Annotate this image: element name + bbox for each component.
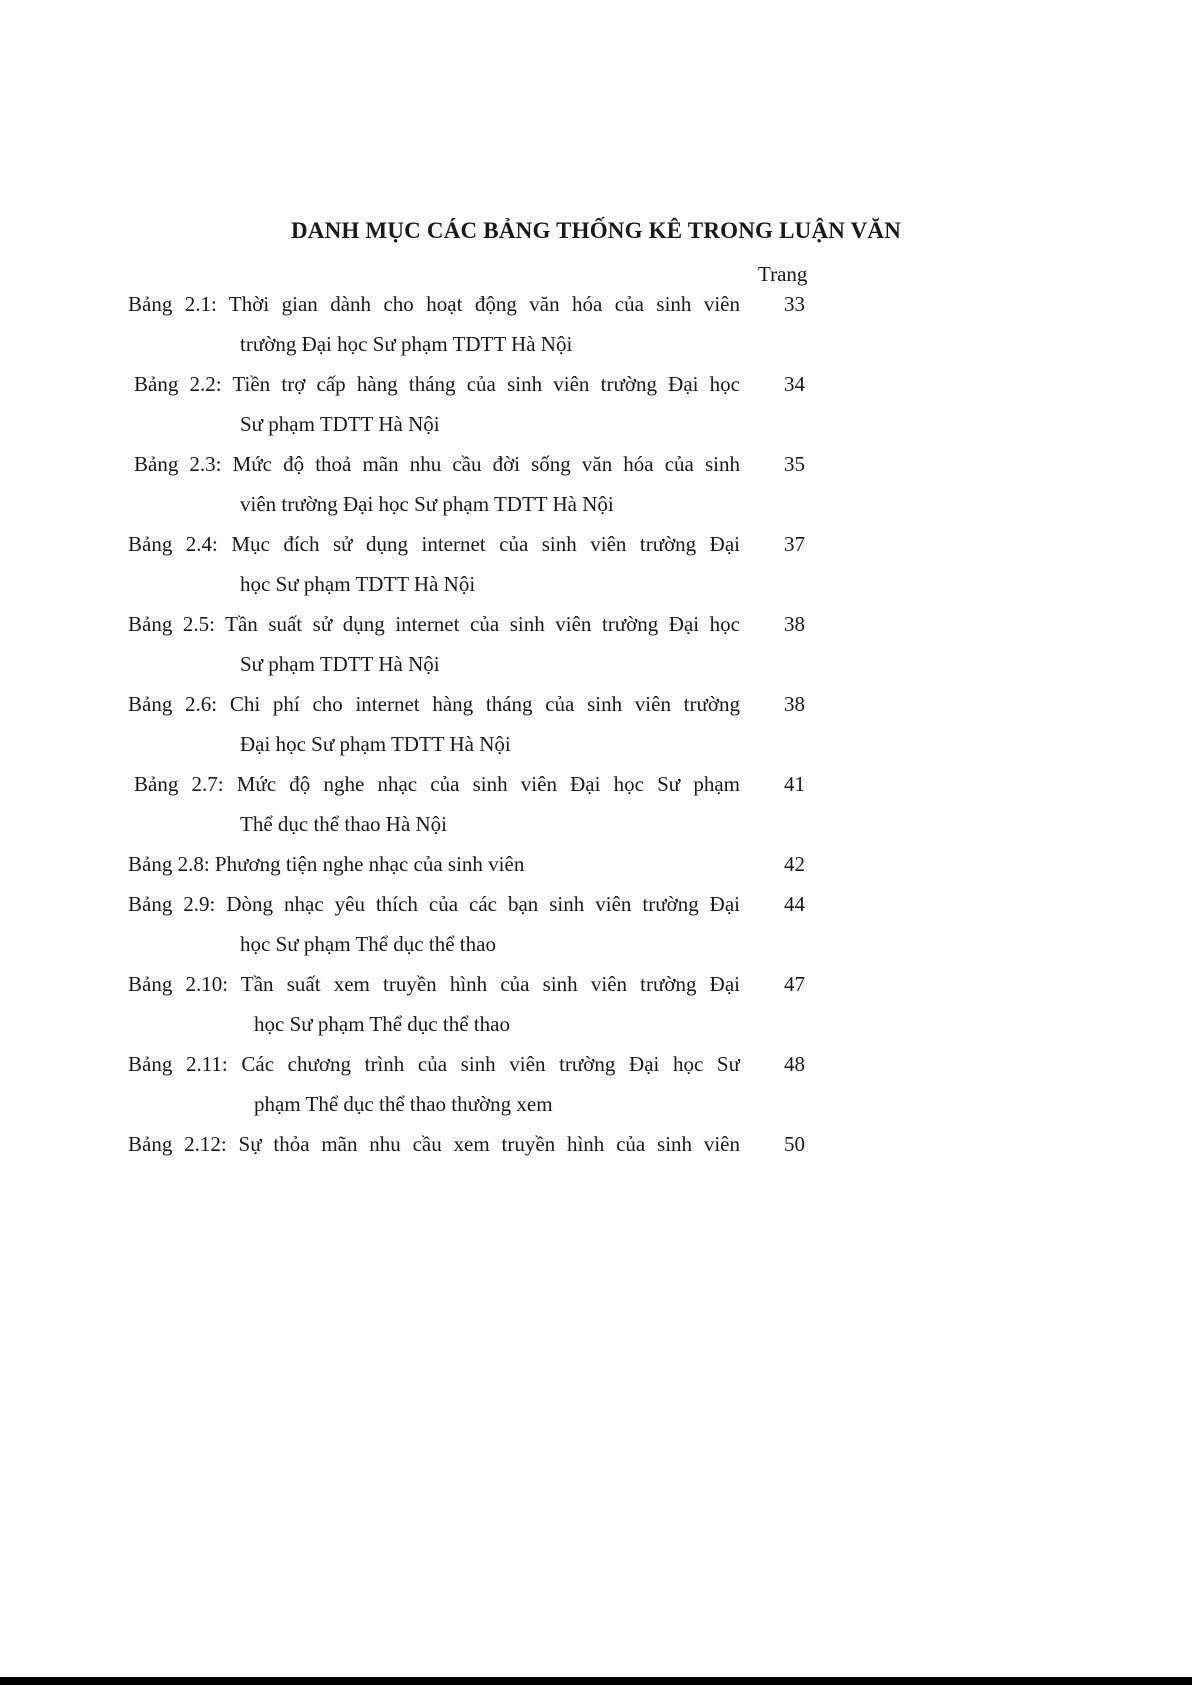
toc-entry <box>0 890 1192 970</box>
entry-page-number: 33 <box>784 292 805 316</box>
entry-caption-line2: Sư phạm TDTT Hà Nội <box>240 652 440 676</box>
entry-page-number: 50 <box>784 1132 805 1156</box>
entry-caption-line1: Bảng 2.9: Dòng nhạc yêu thích của các bạn sinh viên trường Đại <box>128 892 740 916</box>
entry-caption-line2: học Sư phạm Thể dục thể thao <box>254 1012 510 1036</box>
entry-page-number: 41 <box>784 772 805 796</box>
entry-caption-line2: học Sư phạm Thể dục thể thao <box>240 932 496 956</box>
entry-caption-line1: Bảng 2.12: Sự thỏa mãn nhu cầu xem truyền hình của sinh viên <box>128 1132 740 1156</box>
entry-caption-line1: Bảng 2.8: Phương tiện nghe nhạc của sinh viên <box>128 852 525 876</box>
toc-entry <box>0 530 1192 610</box>
toc-entry <box>0 290 1192 370</box>
entry-caption-line2: học Sư phạm TDTT Hà Nội <box>240 572 476 596</box>
toc-entry <box>0 450 1192 530</box>
entry-caption-line2: Đại học Sư phạm TDTT Hà Nội <box>240 732 511 756</box>
entry-caption-line2: viên trường Đại học Sư phạm TDTT Hà Nội <box>240 492 614 516</box>
toc-entry <box>0 1050 1192 1130</box>
entry-page-number: 42 <box>784 852 805 876</box>
entry-caption-line2: Sư phạm TDTT Hà Nội <box>240 412 440 436</box>
entry-page-number: 35 <box>784 452 805 476</box>
toc-entry <box>0 770 1192 850</box>
entry-page-number: 38 <box>784 612 805 636</box>
toc-entry <box>0 970 1192 1050</box>
entry-caption-line1: Bảng 2.10: Tần suất xem truyền hình của sinh viên trường Đại <box>128 972 740 996</box>
entry-page-number: 37 <box>784 532 805 556</box>
entry-caption-line1: Bảng 2.7: Mức độ nghe nhạc của sinh viên Đại học Sư phạm <box>134 772 740 796</box>
entry-page-number: 48 <box>784 1052 805 1076</box>
toc-entry <box>0 370 1192 450</box>
page-column-label: Trang <box>758 262 808 286</box>
toc-entry <box>0 850 1192 890</box>
entry-caption-line1: Bảng 2.2: Tiền trợ cấp hàng tháng của sinh viên trường Đại học <box>134 372 740 396</box>
toc-entry <box>0 690 1192 770</box>
entry-caption-line1: Bảng 2.5: Tần suất sử dụng internet của sinh viên trường Đại học <box>128 612 740 636</box>
entry-caption-line1: Bảng 2.6: Chi phí cho internet hàng tháng của sinh viên trường <box>128 692 740 716</box>
entry-caption-line2: Thể dục thể thao Hà Nội <box>240 812 448 836</box>
toc-entry <box>0 1130 1192 1170</box>
entry-caption-line2: trường Đại học Sư phạm TDTT Hà Nội <box>240 332 573 356</box>
entry-page-number: 38 <box>784 692 805 716</box>
entry-page-number: 34 <box>784 372 805 396</box>
entry-caption-line2: phạm Thể dục thể thao thường xem <box>254 1092 553 1116</box>
entry-caption-line1: Bảng 2.11: Các chương trình của sinh viên trường Đại học Sư <box>128 1052 740 1076</box>
entry-page-number: 47 <box>784 972 805 996</box>
page-bottom-edge <box>0 1677 1192 1685</box>
entry-caption-line1: Bảng 2.1: Thời gian dành cho hoạt động văn hóa của sinh viên <box>128 292 740 316</box>
entry-caption-line1: Bảng 2.3: Mức độ thoả mãn nhu cầu đời sống văn hóa của sinh <box>134 452 740 476</box>
toc-entry <box>0 610 1192 690</box>
entry-caption-line1: Bảng 2.4: Mục đích sử dụng internet của sinh viên trường Đại <box>128 532 740 556</box>
entry-page-number: 44 <box>784 892 805 916</box>
page-title: DANH MỤC CÁC BẢNG THỐNG KÊ TRONG LUẬN VĂN <box>290 218 902 243</box>
